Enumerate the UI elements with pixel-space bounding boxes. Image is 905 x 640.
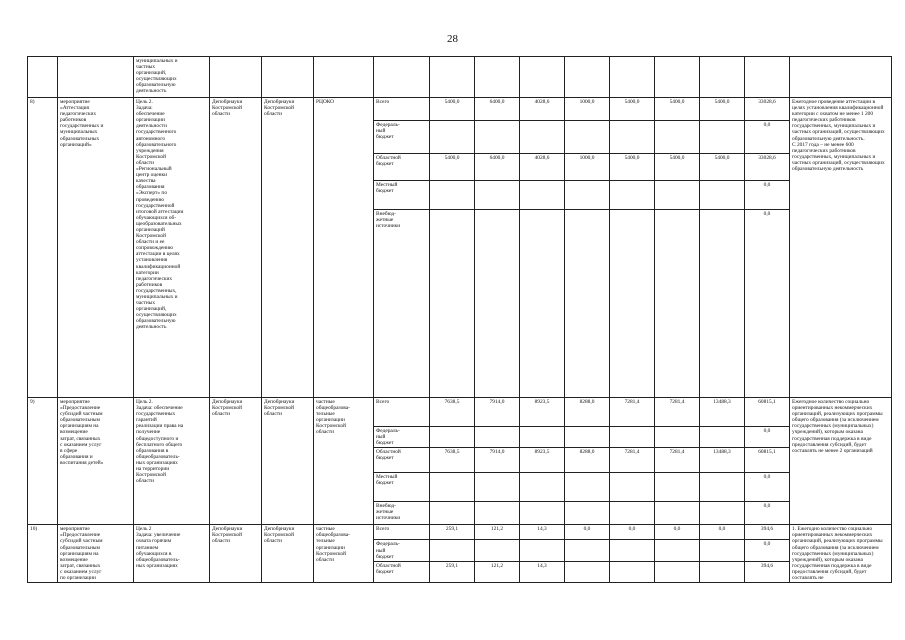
funding-value: 5400,0 — [700, 154, 745, 181]
row-number: 9) — [28, 398, 58, 525]
funding-value — [565, 473, 610, 502]
funding-value — [520, 540, 565, 561]
funding-value: 5400,0 — [430, 154, 475, 181]
funding-value: 7281,4 — [655, 448, 700, 473]
funding-value: 7281,4 — [655, 398, 700, 427]
funding-value — [565, 502, 610, 525]
funding-value: 13488,3 — [700, 448, 745, 473]
funding-value: 0,0 — [700, 525, 745, 540]
funding-value — [700, 502, 745, 525]
funding-total: 0,0 — [745, 121, 790, 154]
funding-source: Внебюд- жетные источники — [374, 210, 430, 398]
funding-source: Всего — [374, 525, 430, 540]
table-row — [28, 98, 892, 121]
funding-value — [565, 427, 610, 448]
funding-total: 60815,1 — [745, 448, 790, 473]
funding-value: 5400,0 — [700, 98, 745, 121]
responsible-executor: Депобрнауки Костромской области — [210, 525, 262, 583]
funding-value — [520, 181, 565, 210]
funding-value: 1000,0 — [565, 98, 610, 121]
participant: частные общеобразова- тельные организации Костромской области — [314, 525, 374, 583]
funding-value — [430, 210, 475, 398]
funding-value — [655, 502, 700, 525]
row-number: 8) — [28, 98, 58, 398]
funding-value — [520, 502, 565, 525]
funding-value: 5400,0 — [610, 154, 655, 181]
funding-value — [655, 540, 700, 561]
table-row — [28, 398, 892, 427]
responsible-executor: Депобрнауки Костромской области — [210, 398, 262, 525]
funding-value: 8288,0 — [565, 448, 610, 473]
funding-value — [430, 473, 475, 502]
expected-result: Ежегодное количество социально ориентированных некоммерческих организаций, реализующих программы общего образования (за исключением государственных (муниципальных) учреждений), которым оказана государственная поддержка в виде предоставления субсидий, будет составлять не менее 2 организаций — [790, 398, 892, 525]
funding-value — [475, 121, 520, 154]
expected-result: Ежегодное проведение аттестации в целях установления квалификационной категории с охватом не менее 1 200 педагогических работников государственных, муниципальных и частных организаций, осуществляющих образовательную деятельность. С 2017 года – не менее 600 педагогических работников государственных, муниципальных и частных организаций, осуществляющих образовательную деятельность — [790, 98, 892, 398]
funding-value: 5400,0 — [655, 154, 700, 181]
funding-source: Областной бюджет — [374, 561, 430, 582]
measure-name: мероприятие «Аттестация педагогических работников государственных и муниципальных образовательных организаций» — [58, 98, 134, 398]
responsible-executor: Депобрнауки Костромской области — [210, 98, 262, 398]
measure-name: мероприятие «Предоставление субсидий частным образовательным организациям на возмещение затрат, связанных с оказанием услуг по организации — [58, 525, 134, 583]
table-row-continued — [28, 57, 892, 98]
expected-result: 1. Ежегодно количество социально ориентированных некоммерческих организаций, реализующих программы общего образования (за исключением государственных (муниципальных) учреждений), которым оказана государственная поддержка в виде предоставления субсидий, будет составлять не — [790, 525, 892, 583]
task-description: Цель 2. Задача: обеспечение организации деятельности государственного автономного образовательного учреждения Костромской области «Региональный центр оценки качества образования «Эксперт» по проведению государственной итоговой аттестации обучающихся об- щеобразовательных организаций Костромской области и ее сопровождению аттестации в целях установления квалификационной категории педагогических работников государственных, муниципальных и частных организаций, осуществляющих образовательную деятельность — [134, 98, 210, 398]
funding-source: Всего — [374, 98, 430, 121]
funding-value — [520, 473, 565, 502]
funding-value — [610, 561, 655, 582]
funding-value: 0,0 — [655, 525, 700, 540]
funding-value — [610, 427, 655, 448]
funding-value: 5400,0 — [655, 98, 700, 121]
task-continuation: муниципальных и частных организаций, осуществляющих образовательную деятельность — [134, 57, 210, 98]
funding-value: 1000,0 — [565, 154, 610, 181]
funding-value — [655, 181, 700, 210]
funding-value: 7914,0 — [475, 398, 520, 427]
funding-value: 7281,4 — [610, 448, 655, 473]
funding-value — [655, 561, 700, 582]
funding-source: Федераль- ный бюджет — [374, 427, 430, 448]
funding-value — [610, 473, 655, 502]
funding-source: Всего — [374, 398, 430, 427]
funding-value — [610, 502, 655, 525]
funding-total: 0,0 — [745, 210, 790, 398]
funding-value: 0,0 — [565, 525, 610, 540]
funding-value — [610, 181, 655, 210]
funding-value — [475, 427, 520, 448]
task-description: Цель 2. Задача: обеспечение государственных гарантий реализации права на получение общедоступного и бесплатного общего образования в общеобразователь- ных организациях на территории Костромской области — [134, 398, 210, 525]
funding-value — [430, 181, 475, 210]
funding-value: 6400,0 — [475, 154, 520, 181]
funding-source: Местный бюджет — [374, 181, 430, 210]
funding-value — [475, 502, 520, 525]
row-number: 10) — [28, 525, 58, 583]
funding-value: 4028,6 — [520, 154, 565, 181]
funding-value: 14,3 — [520, 561, 565, 582]
funding-value: 6400,0 — [475, 98, 520, 121]
funding-source: Внебюд- жетные источники — [374, 502, 430, 525]
funding-value — [565, 121, 610, 154]
funding-value: 7281,4 — [610, 398, 655, 427]
funding-value: 7914,0 — [475, 448, 520, 473]
funding-value: 0,0 — [610, 525, 655, 540]
funding-value: 7638,5 — [430, 398, 475, 427]
task-description: Цель 2 Задача: увеличение охвата горячим питанием обучающихся в общеобразователь- ных организациях — [134, 525, 210, 583]
participant: частные общеобразова- тельные организации Костромской области — [314, 398, 374, 525]
funding-value — [430, 502, 475, 525]
funding-value: 4028,6 — [520, 98, 565, 121]
co-executor: Депобрнауки Костромской области — [262, 398, 314, 525]
funding-total: 0,0 — [745, 540, 790, 561]
funding-total: 0,0 — [745, 181, 790, 210]
funding-value: 7638,5 — [430, 448, 475, 473]
funding-total: 60815,1 — [745, 398, 790, 427]
funding-value — [520, 427, 565, 448]
funding-value: 13488,3 — [700, 398, 745, 427]
funding-value — [700, 427, 745, 448]
funding-value — [565, 561, 610, 582]
funding-value — [655, 473, 700, 502]
funding-value — [565, 540, 610, 561]
funding-value — [430, 121, 475, 154]
funding-total: 33028,6 — [745, 98, 790, 121]
funding-source: Областной бюджет — [374, 154, 430, 181]
funding-value — [430, 427, 475, 448]
funding-value — [475, 540, 520, 561]
funding-value — [475, 181, 520, 210]
funding-total: 33028,6 — [745, 154, 790, 181]
funding-value — [700, 210, 745, 398]
funding-total: 394,6 — [745, 525, 790, 540]
program-table — [27, 56, 892, 583]
funding-value: 5400,0 — [610, 98, 655, 121]
funding-value — [565, 210, 610, 398]
funding-value — [610, 540, 655, 561]
co-executor: Депобрнауки Костромской области — [262, 525, 314, 583]
funding-value — [520, 210, 565, 398]
measure-name: мероприятие «Предоставление субсидий частным образовательным организациям на возмещение затрат, связанных с оказанием услуг в сфере образования и воспитания детей» — [58, 398, 134, 525]
funding-value: 8288,0 — [565, 398, 610, 427]
page-number: 28 — [447, 33, 458, 45]
funding-value — [430, 540, 475, 561]
funding-source: Федераль- ный бюджет — [374, 121, 430, 154]
funding-value: 8923,5 — [520, 398, 565, 427]
funding-value: 259,1 — [430, 561, 475, 582]
funding-value: 259,1 — [430, 525, 475, 540]
funding-value — [475, 210, 520, 398]
funding-value — [475, 473, 520, 502]
participant: РЦОКО — [314, 98, 374, 398]
funding-value — [700, 121, 745, 154]
funding-source: Федераль- ный бюджет — [374, 540, 430, 561]
funding-value — [655, 427, 700, 448]
funding-value — [610, 121, 655, 154]
funding-value — [700, 540, 745, 561]
funding-source: Местный бюджет — [374, 473, 430, 502]
funding-source: Областной бюджет — [374, 448, 430, 473]
funding-total: 0,0 — [745, 427, 790, 448]
funding-total: 394,6 — [745, 561, 790, 582]
funding-value: 14,3 — [520, 525, 565, 540]
funding-value — [520, 121, 565, 154]
funding-value — [655, 210, 700, 398]
funding-total: 0,0 — [745, 502, 790, 525]
co-executor: Депобрнауки Костромской области — [262, 98, 314, 398]
table-row — [28, 525, 892, 540]
funding-total: 0,0 — [745, 473, 790, 502]
funding-value: 5400,0 — [430, 98, 475, 121]
funding-value: 121,2 — [475, 561, 520, 582]
funding-value — [565, 181, 610, 210]
funding-value: 121,2 — [475, 525, 520, 540]
funding-value: 8923,5 — [520, 448, 565, 473]
funding-value — [610, 210, 655, 398]
funding-value — [655, 121, 700, 154]
funding-value — [700, 561, 745, 582]
funding-value — [700, 473, 745, 502]
funding-value — [700, 181, 745, 210]
